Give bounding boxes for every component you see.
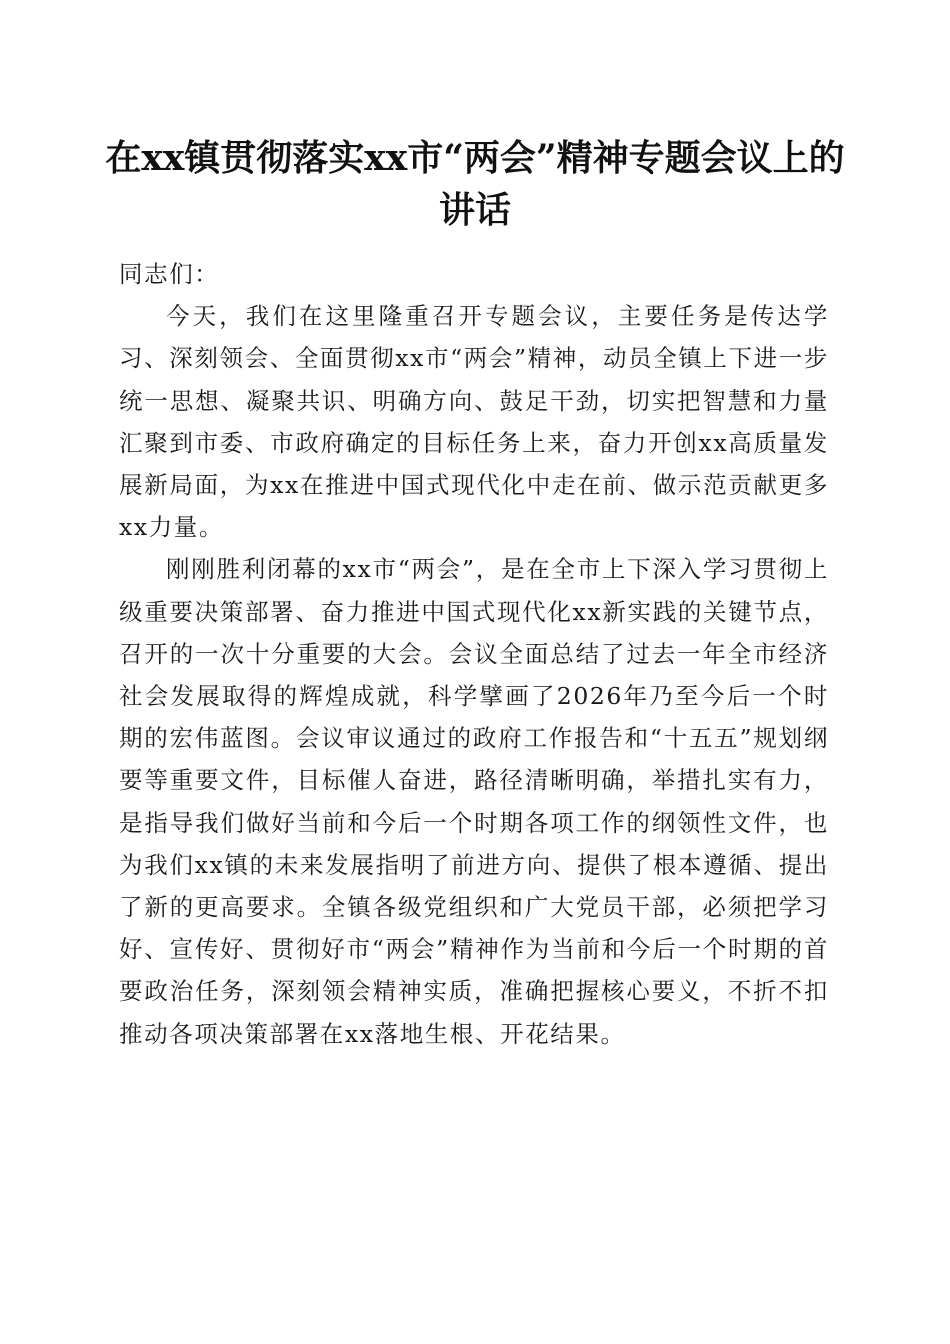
document-body <box>119 253 829 1055</box>
document-title: 在xx镇贯彻落实xx市“两会”精神专题会议上的讲话 <box>105 137 845 231</box>
paragraph-2: 刚刚胜利闭幕的xx市“两会”，是在全市上下深入学习贯彻上级重要决策部署、奋力推进中国式现代化xx新实践的关键节点，召开的一次十分重要的大会。会议全面总结了过去一年全市经济社会发展取得的辉煌成就，科学擘画了2026年乃至今后一个时期的宏伟蓝图。会议审议通过的政府工作报告和“十五五”规划纲要等重要文件，目标催人奋进，路径清晰明确，举措扎实有力，是指导我们做好当前和今后一个时期各项工作的纲领性文件，也为我们xx镇的未来发展指明了前进方向、提供了根本遵循、提出了新的更高要求。全镇各级党组织和广大党员干部，必须把学习好、宣传好、贯彻好市“两会”精神作为当前和今后一个时期的首要政治任务，深刻领会精神实质，准确把握核心要义，不折不扣推动各项决策部署在xx落地生根、开花结果。 <box>119 555 829 1048</box>
paragraph-1: 今天，我们在这里隆重召开专题会议，主要任务是传达学习、深刻领会、全面贯彻xx市“两会”精神，动员全镇上下进一步统一思想、凝聚共识、明确方向、鼓足干劲，切实把智慧和力量汇聚到市委、市政府确定的目标任务上来，奋力开创xx高质量发展新局面，为xx在推进中国式现代化中走在前、做示范贡献更多xx力量。 <box>119 302 829 542</box>
salutation: 同志们： <box>119 260 220 288</box>
